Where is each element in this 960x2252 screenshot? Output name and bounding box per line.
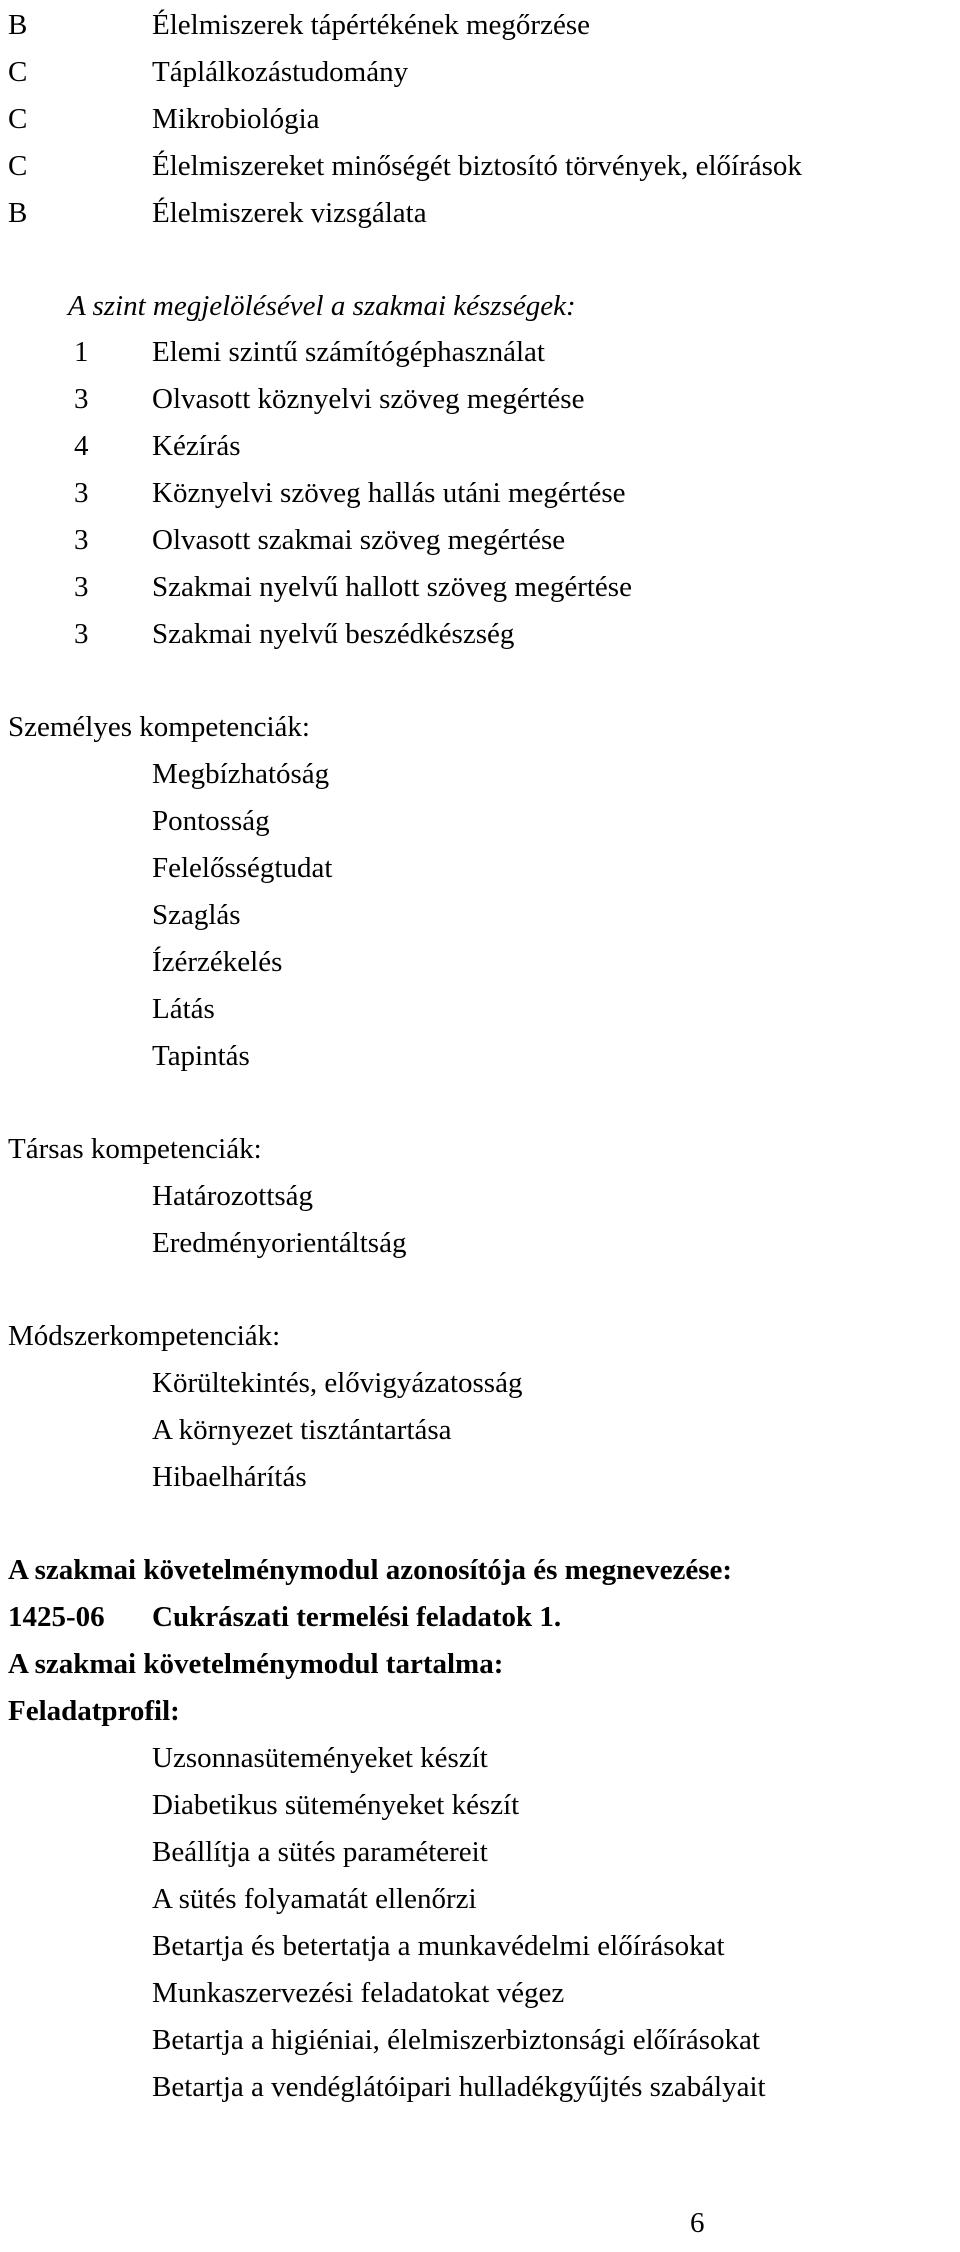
subject-level: C xyxy=(8,150,28,182)
method-item: Körültekintés, elővigyázatosság xyxy=(152,1367,523,1399)
personal-item: Tapintás xyxy=(152,1040,250,1072)
personal-item: Felelősségtudat xyxy=(152,852,333,884)
profile-item: Uzsonnasüteményeket készít xyxy=(152,1742,488,1774)
profile-item: Diabetikus süteményeket készít xyxy=(152,1789,520,1821)
subject-text: Élelmiszereket minőségét biztosító törvények, előírások xyxy=(152,150,802,182)
module-name: Cukrászati termelési feladatok 1. xyxy=(152,1601,562,1633)
skill-text: Elemi szintű számítógéphasználat xyxy=(152,336,545,368)
profile-item: Betartja a vendéglátóipari hulladékgyűjtés szabályait xyxy=(152,2071,766,2103)
page-number: 6 xyxy=(690,2207,705,2239)
skills-heading: A szint megjelölésével a szakmai készségek: xyxy=(68,290,576,322)
method-heading: Módszerkompetenciák: xyxy=(8,1320,281,1352)
personal-item: Megbízhatóság xyxy=(152,758,330,790)
skill-level: 3 xyxy=(74,383,89,415)
personal-item: Látás xyxy=(152,993,215,1025)
module-content-heading: A szakmai követelménymodul tartalma: xyxy=(8,1648,504,1680)
skill-text: Szakmai nyelvű beszédkészség xyxy=(152,618,515,650)
social-heading: Társas kompetenciák: xyxy=(8,1133,262,1165)
personal-heading: Személyes kompetenciák: xyxy=(8,711,310,743)
profile-item: A sütés folyamatát ellenőrzi xyxy=(152,1883,477,1915)
profile-item: Betartja és betertatja a munkavédelmi előírásokat xyxy=(152,1930,725,1962)
subject-level: B xyxy=(8,9,28,41)
module-code: 1425-06 xyxy=(8,1601,105,1633)
social-item: Eredményorientáltság xyxy=(152,1227,407,1259)
subject-text: Élelmiszerek tápértékének megőrzése xyxy=(152,9,590,41)
social-item: Határozottság xyxy=(152,1180,314,1212)
subject-text: Táplálkozástudomány xyxy=(152,56,409,88)
module-id-heading: A szakmai követelménymodul azonosítója és megnevezése: xyxy=(8,1554,733,1586)
method-item: Hibaelhárítás xyxy=(152,1461,307,1493)
skill-level: 1 xyxy=(74,336,89,368)
profile-item: Munkaszervezési feladatokat végez xyxy=(152,1977,565,2009)
subject-text: Mikrobiológia xyxy=(152,103,320,135)
skill-level: 3 xyxy=(74,524,89,556)
subject-level: C xyxy=(8,56,28,88)
skill-text: Olvasott köznyelvi szöveg megértése xyxy=(152,383,585,415)
profile-item: Beállítja a sütés paramétereit xyxy=(152,1836,488,1868)
skill-text: Köznyelvi szöveg hallás utáni megértése xyxy=(152,477,626,509)
skill-text: Olvasott szakmai szöveg megértése xyxy=(152,524,566,556)
skill-level: 3 xyxy=(74,571,89,603)
personal-item: Pontosság xyxy=(152,805,270,837)
subject-text: Élelmiszerek vizsgálata xyxy=(152,197,427,229)
personal-item: Ízérzékelés xyxy=(152,946,283,978)
subject-level: B xyxy=(8,197,28,229)
subject-level: C xyxy=(8,103,28,135)
skill-level: 3 xyxy=(74,477,89,509)
personal-item: Szaglás xyxy=(152,899,241,931)
skill-text: Szakmai nyelvű hallott szöveg megértése xyxy=(152,571,632,603)
skill-level: 3 xyxy=(74,618,89,650)
method-item: A környezet tisztántartása xyxy=(152,1414,452,1446)
profile-heading: Feladatprofil: xyxy=(8,1695,180,1727)
skill-text: Kézírás xyxy=(152,430,241,462)
profile-item: Betartja a higiéniai, élelmiszerbiztonsági előírásokat xyxy=(152,2024,760,2056)
skill-level: 4 xyxy=(74,430,89,462)
